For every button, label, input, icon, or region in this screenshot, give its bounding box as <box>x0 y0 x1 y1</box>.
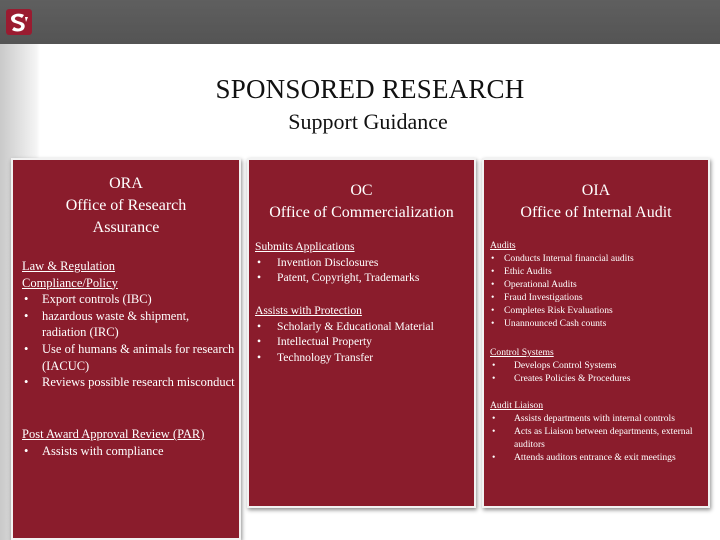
list-item: • Intellectual Property <box>257 335 372 349</box>
list-item: • Completes Risk Evaluations <box>491 305 613 316</box>
ora-par-section: Post Award Approval Review (PAR) • Assists with compliance <box>22 426 240 459</box>
oia-panel <box>482 158 710 508</box>
header-bar <box>0 0 720 44</box>
list-item: • Reviews possible research misconduct <box>24 375 235 390</box>
list-item: • Attends auditors entrance & exit meetings <box>492 452 676 463</box>
list-item: • Acts as Liaison between departments, external auditors <box>492 426 693 450</box>
oc-protection-section: Assists with Protection • Scholarly & Educational Material • Intellectual Property • Technology Transfer <box>255 303 470 365</box>
oia-liaison-section: Audit Liaison • Assists departments with internal controls • Acts as Liaison between departments, external auditors • Attends auditors entrance & exit meetings <box>490 399 706 464</box>
ora-panel <box>11 158 241 540</box>
oia-audits-section: Audits • Conducts Internal financial audits • Ethic Audits • Operational Audits • Fraud Investigations • Completes Risk Evaluations • Unannounced Cash counts <box>490 239 706 330</box>
list-item: • Scholarly & Educational Material <box>257 319 434 333</box>
list-item: • Patent, Copyright, Trademarks <box>257 271 420 285</box>
list-item: • Use of humans & animals for research (IACUC) <box>24 341 235 373</box>
oia-heading: OIA Office of Internal Audit <box>520 182 672 221</box>
list-item: • Export controls (IBC) <box>24 292 152 307</box>
oc-panel <box>247 158 476 508</box>
ora-law-section: Law & Regulation Compliance/Policy • Export controls (IBC) • hazardous waste & shipment, radiation (IRC) • Use of humans & animals for research (IACUC) • Reviews possible research misconduct <box>22 259 235 390</box>
list-item: • Ethic Audits <box>491 266 552 277</box>
oc-submits-section: Submits Applications • Invention Disclosures • Patent, Copyright, Trademarks <box>255 239 470 286</box>
list-item: • Assists departments with internal controls <box>492 413 675 424</box>
list-item: • hazardous waste & shipment, radiation (IRC) <box>24 308 190 340</box>
list-item: • Develops Control Systems <box>492 360 617 371</box>
list-item: • Invention Disclosures <box>257 255 379 269</box>
list-item: • Technology Transfer <box>257 350 374 364</box>
slide-subtitle: Support Guidance <box>288 109 448 134</box>
list-item: • Conducts Internal financial audits <box>491 253 634 264</box>
list-item: • Assists with compliance <box>24 443 164 458</box>
wsu-cougar-logo-icon <box>6 9 32 35</box>
list-item: • Unannounced Cash counts <box>491 318 607 329</box>
list-item: • Operational Audits <box>491 279 577 290</box>
list-item: • Creates Policies & Procedures <box>492 373 631 384</box>
oc-heading: OC Office of Commercialization <box>269 182 454 221</box>
list-item: • Fraud Investigations <box>491 292 583 303</box>
oia-control-section: Control Systems • Develops Control Systems • Creates Policies & Procedures <box>490 346 706 385</box>
slide-title: SPONSORED RESEARCH <box>215 74 525 104</box>
ora-heading: ORA Office of Research Assurance <box>65 175 187 236</box>
